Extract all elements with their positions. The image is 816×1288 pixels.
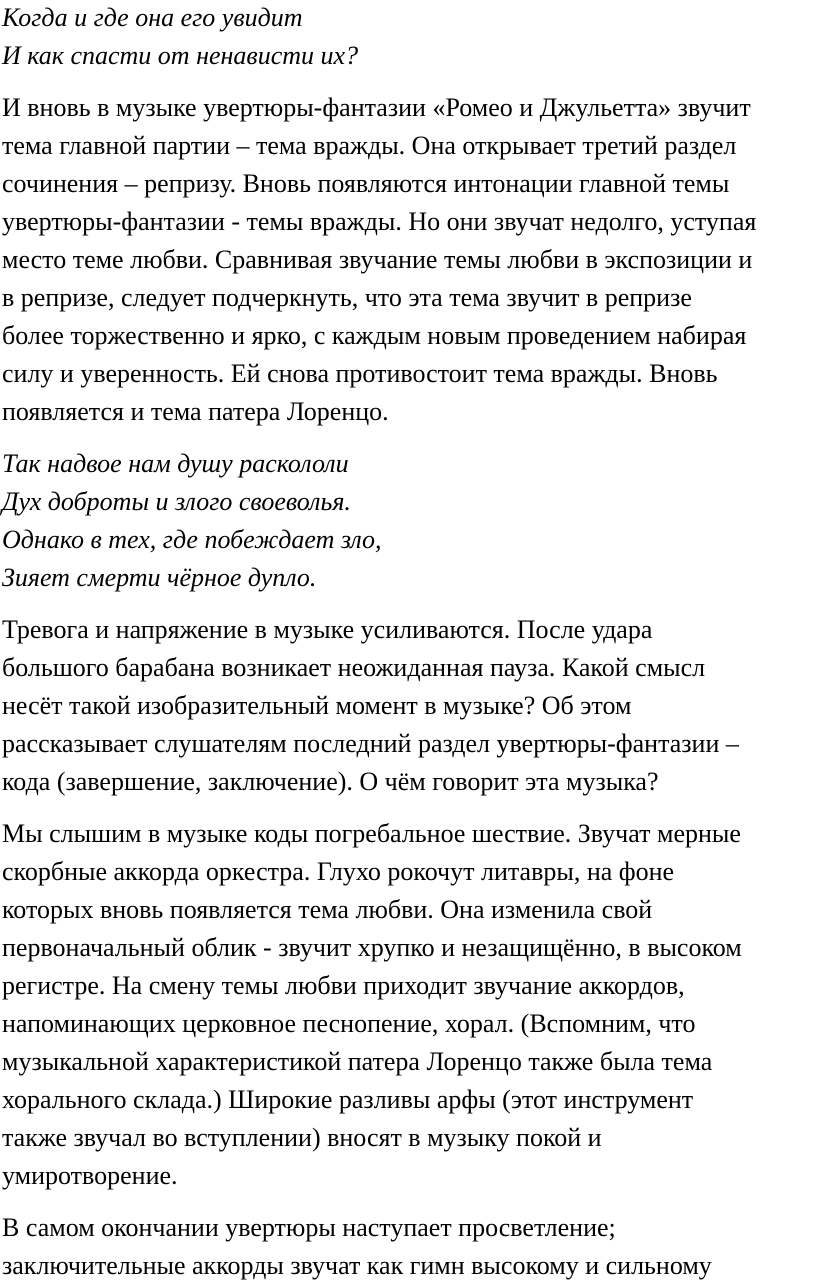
verse-line: Однако в тех, где побеждает зло, xyxy=(2,525,382,554)
text-line: сочинения – репризу. Вновь появляются интонации главной темы xyxy=(2,169,730,198)
verse-line: Дух доброты и злого своеволья. xyxy=(2,487,351,516)
text-line: первоначальный облик - звучит хрупко и незащищённо, в высоком xyxy=(2,933,742,962)
text-line: умиротворение. xyxy=(2,1161,178,1190)
text-line: И вновь в музыке увертюры-фантазии «Ромео и Джульетта» звучит xyxy=(2,93,751,122)
text-line: несёт такой изобразительный момент в музыке? Об этом xyxy=(2,691,632,720)
paragraph-reprise xyxy=(2,89,816,431)
paragraph-gap xyxy=(2,801,816,815)
paragraph-coda-intro xyxy=(2,611,816,801)
text-line: Тревога и напряжение в музыке усиливаются. После удара xyxy=(2,615,653,644)
paragraph-gap xyxy=(2,597,816,611)
paragraph-gap xyxy=(2,75,816,89)
text-line: большого барабана возникает неожиданная пауза. Какой смысл xyxy=(2,653,706,682)
text-line: в репризе, следует подчеркнуть, что эта тема звучит в репризе xyxy=(2,283,692,312)
paragraph-gap xyxy=(2,1195,816,1209)
paragraph-ending xyxy=(2,1209,816,1285)
verse-line: Зияет смерти чёрное дупло. xyxy=(2,563,317,592)
text-line: место теме любви. Сравнивая звучание темы любви в экспозиции и xyxy=(2,245,753,274)
text-line: появляется и тема патера Лоренцо. xyxy=(2,397,389,426)
text-line: регистре. На смену темы любви приходит звучание аккордов, xyxy=(2,971,685,1000)
text-line: заключительные аккорды звучат как гимн высокому и сильному xyxy=(2,1251,712,1280)
text-line: В самом окончании увертюры наступает просветление; xyxy=(2,1213,616,1242)
text-line: напоминающих церковное песнопение, хорал. (Вспомним, что xyxy=(2,1009,696,1038)
text-line: также звучал во вступлении) вносят в музыку покой и xyxy=(2,1123,602,1152)
text-line: кода (завершение, заключение). О чём говорит эта музыка? xyxy=(2,767,659,796)
verse-line: Когда и где она его увидит xyxy=(2,3,303,32)
paragraph-funeral-march xyxy=(2,815,816,1195)
text-line: тема главной партии – тема вражды. Она открывает третий раздел xyxy=(2,131,737,160)
text-line: более торжественно и ярко, с каждым новым проведением набирая xyxy=(2,321,747,350)
text-line: которых вновь появляется тема любви. Она изменила свой xyxy=(2,895,653,924)
text-line: скорбные аккорда оркестра. Глухо рокочут литавры, на фоне xyxy=(2,857,675,886)
text-line: Мы слышим в музыке коды погребальное шествие. Звучат мерные xyxy=(2,819,741,848)
text-line: рассказывает слушателям последний раздел увертюры-фантазии – xyxy=(2,729,739,758)
text-line: силу и уверенность. Ей снова противостоит тема вражды. Вновь xyxy=(2,359,718,388)
verse-line: Так надвое нам душу раскололи xyxy=(2,449,349,478)
text-line: увертюры-фантазии - темы вражды. Но они звучат недолго, уступая xyxy=(2,207,757,236)
verse-2 xyxy=(2,445,816,597)
paragraph-gap xyxy=(2,431,816,445)
verse-line: И как спасти от ненависти их? xyxy=(2,41,359,70)
text-line: хорального склада.) Широкие разливы арфы (этот инструмент xyxy=(2,1085,694,1114)
verse-1 xyxy=(2,0,816,75)
text-line: музыкальной характеристикой патера Лоренцо также была тема xyxy=(2,1047,713,1076)
